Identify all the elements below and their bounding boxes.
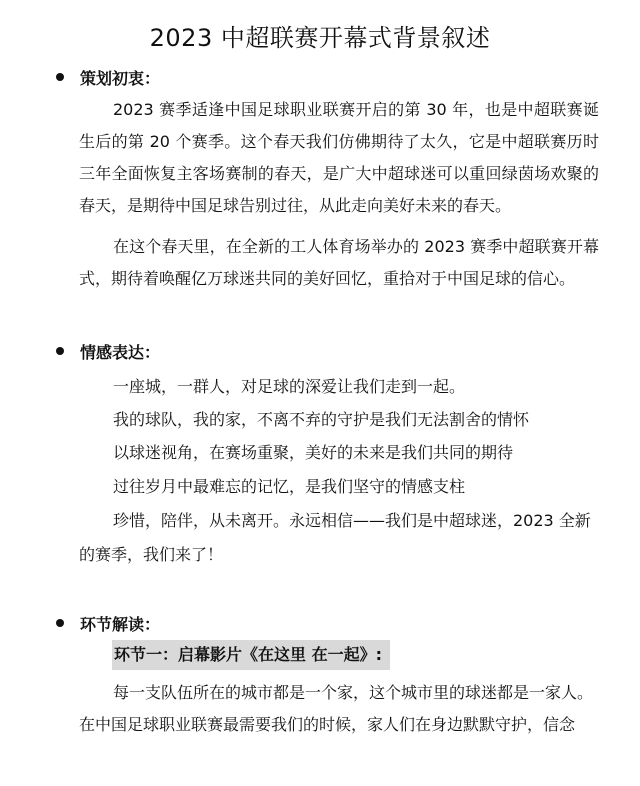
text-line: 每一支队伍所在的城市都是一个家，这个城市里的球迷都是一家人。 bbox=[113, 683, 594, 702]
text-line: 一座城，一群人，对足球的深爱让我们走到一起。 bbox=[113, 377, 466, 396]
text-line: 珍惜，陪伴，从未离开。永远相信——我们是中超球迷，2023 全新 bbox=[113, 511, 591, 530]
segment-subheading: 环节一：启幕影片《在这里 在一起》: bbox=[112, 640, 390, 670]
text-line: 的赛季，我们来了！ bbox=[79, 545, 224, 564]
bullet-icon bbox=[56, 347, 64, 355]
section-heading: 策划初衷： bbox=[80, 69, 161, 88]
text-line: 过往岁月中最难忘的记忆，是我们坚守的情感支柱 bbox=[113, 477, 466, 496]
bullet-icon bbox=[56, 73, 64, 81]
section-heading: 情感表达： bbox=[80, 343, 161, 362]
section-planning bbox=[0, 66, 640, 86]
paragraph: 在这个春天里，在全新的工人体育场举办的 2023 赛季中超联赛开幕式，期待着唤醒亿万球迷共同的美好回忆，重拾对于中国足球的信心。 bbox=[79, 237, 599, 288]
paragraph: 2023 赛季适逢中国足球职业联赛开启的第 30 年，也是中超联赛诞生后的第 20 个赛季。这个春天我们仿佛期待了太久，它是中超联赛历时三年全面恢复主客场赛制的春天，是广大中超球迷可以重回绿茵场欢聚的春天，是期待中国足球告别过往，从此走向美好未来的春天。 bbox=[79, 100, 599, 215]
text-line: 我的球队，我的家，不离不弃的守护是我们无法割舍的情怀 bbox=[113, 410, 530, 429]
section-segments bbox=[0, 612, 640, 632]
text-line: 在中国足球职业联赛最需要我们的时候，家人们在身边默默守护，信念 bbox=[79, 715, 576, 734]
document-title: 2023 中超联赛开幕式背景叙述 bbox=[149, 24, 491, 52]
section-emotion bbox=[0, 340, 640, 360]
section-heading: 环节解读： bbox=[80, 615, 161, 634]
bullet-icon bbox=[56, 619, 64, 627]
text-line: 以球迷视角，在赛场重聚，美好的未来是我们共同的期待 bbox=[113, 443, 514, 462]
